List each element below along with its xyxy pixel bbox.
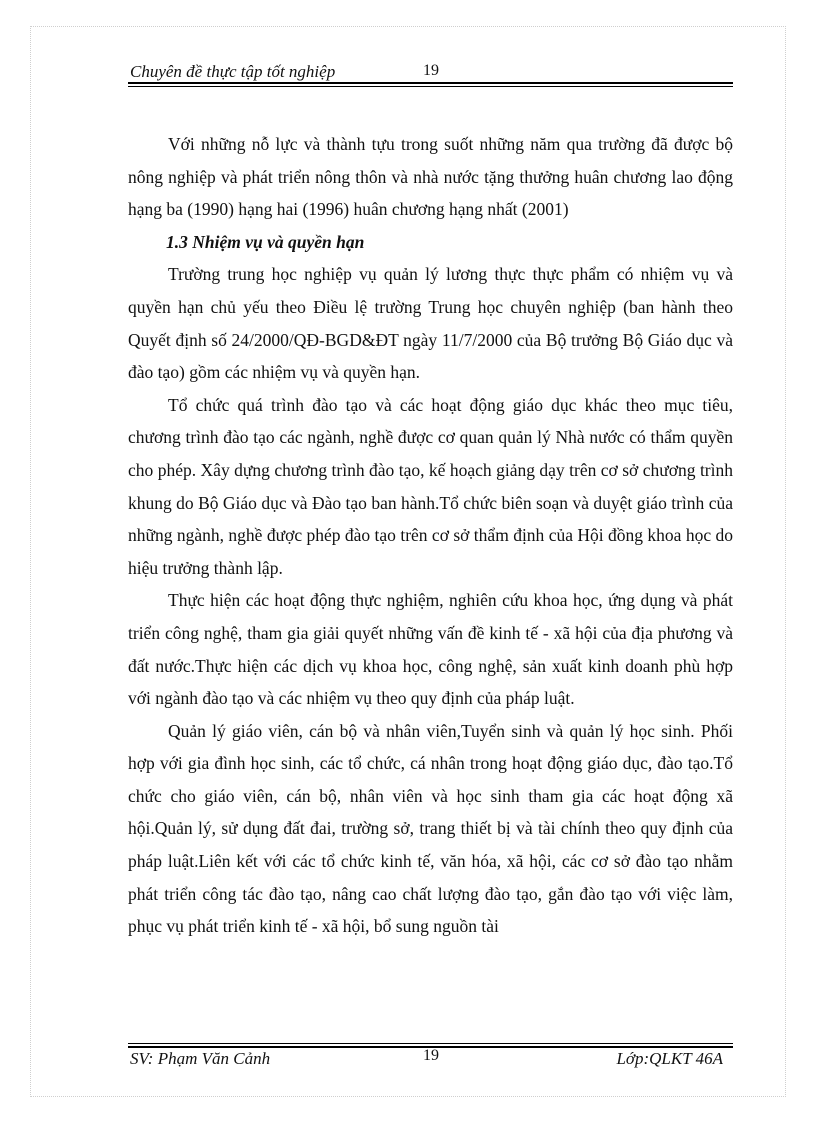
header-page-number: 19 [423,62,439,79]
paragraph-research: Thực hiện các hoạt động thực nghiệm, nghiên cứu khoa học, ứng dụng và phát triển công nghệ, tham gia giải quyết những vấn đề kinh tế - xã hội của địa phương và đất nước.Thực hiện các dịch vụ khoa học, công nghệ, sản xuất kinh doanh phù hợp với ngành đào tạo và các nhiệm vụ theo quy định của pháp luật. [128,590,733,709]
section-heading: 1.3 Nhiệm vụ và quyền hạn [166,231,365,252]
paragraph-duties-intro: Trường trung học nghiệp vụ quản lý lương thực thực phẩm có nhiệm vụ và quyền hạn chủ yếu theo Điều lệ trường Trung học chuyên nghiệp (ban hành theo Quyết định số 24/2000/QĐ-BGD&ĐT ngày 11/7/2000 của Bộ trưởng Bộ Giáo dục và đào tạo) gồm các nhiệm vụ và quyền hạn. [128,264,733,383]
paragraph-management: Quản lý giáo viên, cán bộ và nhân viên,Tuyển sinh và quản lý học sinh. Phối hợp với gia đình học sinh, các tổ chức, cá nhân trong hoạt động giáo dục, đào tạo.Tổ chức cho giáo viên, cán bộ, nhân viên và học sinh tham gia các hoạt động xã hội.Quản lý, sử dụng đất đai, trường sở, trang thiết bị và tài chính theo quy định của pháp luật.Liên kết với các tổ chức kinh tế, văn hóa, xã hội, các cơ sở đào tạo nhằm phát triển công tác đào tạo, nâng cao chất lượng đào tạo, gắn đào tạo với việc làm, phục vụ phát triển kinh tế - xã hội, bổ sung nguồn tài [128,720,733,937]
document-body [128,128,733,943]
header-rule [128,82,733,87]
footer-page-number: 19 [423,1047,439,1064]
paragraph-training: Tổ chức quá trình đào tạo và các hoạt động giáo dục khác theo mục tiêu, chương trình đào tạo các ngành, nghề được cơ quan quản lý Nhà nước có thẩm quyền cho phép. Xây dựng chương trình đào tạo, kế hoạch giảng dạy trên cơ sở chương trình khung do Bộ Giáo dục và Đào tạo ban hành.Tổ chức biên soạn và duyệt giáo trình của những ngành, nghề được phép đào tạo trên cơ sở thẩm định của Hội đồng khoa học do hiệu trưởng thành lập. [128,394,733,578]
footer-student-name: SV: Phạm Văn Cảnh [130,1049,271,1068]
paragraph-achievements: Với những nỗ lực và thành tựu trong suốt những năm qua trường đã được bộ nông nghiệp và phát triển nông thôn và nhà nước tặng thưởng huân chương lao động hạng ba (1990) hạng hai (1996) huân chương hạng nhất (2001) [128,134,733,220]
footer-class-label: Lớp:QLKT 46A [616,1049,723,1068]
page-header [128,60,733,86]
page-footer [128,1043,733,1073]
header-title: Chuyên đề thực tập tốt nghiệp [130,62,336,81]
